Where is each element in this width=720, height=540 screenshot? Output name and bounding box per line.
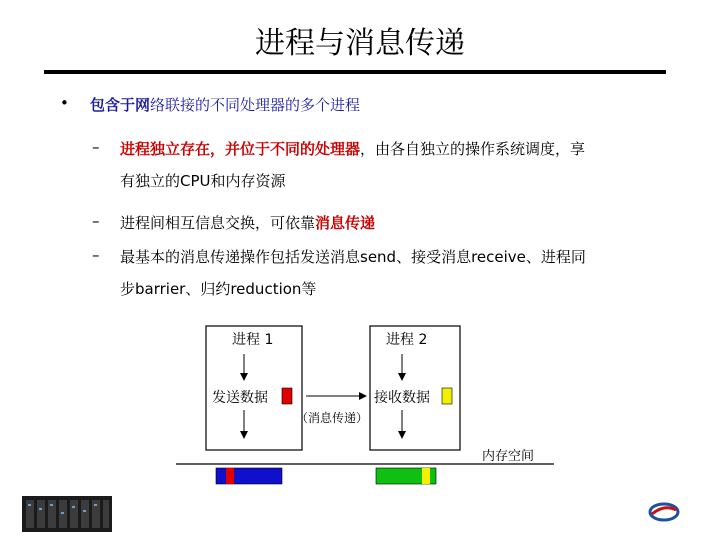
sub-point-2 xyxy=(120,212,375,233)
message-passing-diagram xyxy=(170,318,560,488)
bullet-point-1-emphasis: 包含于网 xyxy=(90,96,151,114)
memory-space-label: 内存空间 xyxy=(482,449,535,464)
sub-point-1-text: ，由各自独立的操作系统调度，享 xyxy=(360,140,586,158)
receive-data-block xyxy=(442,388,452,404)
sub-dash-1: – xyxy=(92,138,100,156)
process-2-message-segment xyxy=(422,468,430,484)
receive-data-label: 接收数据 xyxy=(374,390,430,406)
send-data-label: 发送数据 xyxy=(212,390,268,406)
slide-title: 进程与消息传递 xyxy=(255,26,465,61)
sub-point-1 xyxy=(120,138,585,159)
sub-point-1-emphasis: 进程独立存在，并位于不同的处理器 xyxy=(120,140,361,158)
message-passing-label: （消息传递） xyxy=(296,411,369,425)
bullet-point-1 xyxy=(90,94,360,115)
send-data-block xyxy=(282,388,292,404)
bullet-point-1-text: 络联接的不同处理器的多个进程 xyxy=(150,96,361,114)
sub-point-2-text: 进程间相互信息交换，可依靠 xyxy=(120,214,316,232)
logo-swoosh-icon xyxy=(652,508,676,514)
process-1-message-segment xyxy=(226,468,234,484)
institute-logo xyxy=(622,500,712,534)
sub-point-2-emphasis: 消息传递 xyxy=(315,214,376,232)
sub-point-3: 最基本的消息传递操作包括发送消息send、接受消息receive、进程同 xyxy=(120,248,586,266)
sub-point-1-line2: 有独立的CPU和内存资源 xyxy=(120,172,286,190)
process-1-memory-block xyxy=(216,468,282,484)
sub-point-3-line2: 步barrier、归约reduction等 xyxy=(120,280,317,298)
server-rack-image xyxy=(22,496,112,532)
sub-dash-3: – xyxy=(92,246,100,264)
sub-dash-2: – xyxy=(92,212,100,230)
title-divider xyxy=(44,70,666,74)
process-1-label: 进程 1 xyxy=(232,332,274,348)
bullet-marker: • xyxy=(60,94,69,112)
process-2-label: 进程 2 xyxy=(386,332,428,348)
